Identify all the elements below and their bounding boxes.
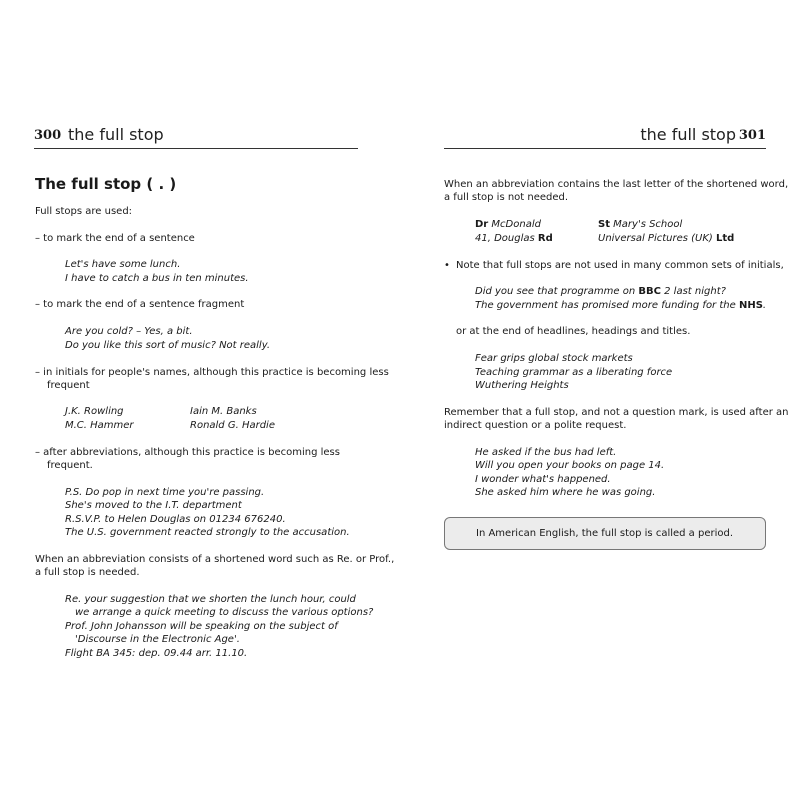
example-line: Prof. John Johansson will be speaking on the subject of xyxy=(65,621,338,632)
paragraph-line: Remember that a full stop, and not a question mark, is used after an xyxy=(444,407,789,418)
use-label: – to mark the end of a sentence fragment xyxy=(35,299,245,310)
info-box-text: In American English, the full stop is called a period. xyxy=(476,528,734,539)
abbreviation-example: Dr McDonald xyxy=(475,219,541,230)
use-label: – in initials for people's names, although this practice is becoming less xyxy=(35,367,389,378)
paragraph-line: When an abbreviation contains the last letter of the shortened word, xyxy=(444,179,789,190)
example-line: Will you open your books on page 14. xyxy=(475,460,665,471)
example-line: 'Discourse in the Electronic Age'. xyxy=(75,634,240,645)
example-line: P.S. Do pop in next time you're passing. xyxy=(65,487,265,498)
example-line: Wuthering Heights xyxy=(475,380,569,391)
running-title: the full stop xyxy=(640,125,736,144)
example-line: Let's have some lunch. xyxy=(65,259,181,270)
paragraph-line: or at the end of headlines, headings and titles. xyxy=(456,326,691,337)
use-label: – after abbreviations, although this practice is becoming less xyxy=(35,447,340,458)
paragraph-line: indirect question or a polite request. xyxy=(444,420,627,431)
name-example: J.K. Rowling xyxy=(65,406,124,417)
use-label: frequent xyxy=(47,380,90,391)
example-line: Fear grips global stock markets xyxy=(475,353,633,364)
abbreviation-example: 41, Douglas Rd xyxy=(475,233,553,244)
paragraph-line: a full stop is not needed. xyxy=(444,192,569,203)
paragraph-line: When an abbreviation consists of a shortened word such as Re. or Prof., xyxy=(35,554,395,565)
example-line: She's moved to the I.T. department xyxy=(65,500,242,511)
use-label: – to mark the end of a sentence xyxy=(35,233,195,244)
abbreviation-example: St Mary's School xyxy=(598,219,683,230)
example-line: He asked if the bus had left. xyxy=(475,447,617,458)
page-number: 301 xyxy=(738,128,766,143)
example-line: I have to catch a bus in ten minutes. xyxy=(65,273,249,284)
example-line: R.S.V.P. to Helen Douglas on 01234 676240. xyxy=(65,514,286,525)
example-line: Flight BA 345: dep. 09.44 arr. 11.10. xyxy=(65,648,248,659)
name-example: Iain M. Banks xyxy=(190,406,257,417)
paragraph-line: a full stop is needed. xyxy=(35,567,140,578)
example-line: I wonder what's happened. xyxy=(475,474,611,485)
left-page-header xyxy=(34,122,358,149)
info-box xyxy=(444,517,766,550)
example-line: Are you cold? – Yes, a bit. xyxy=(65,326,193,337)
intro-text: Full stops are used: xyxy=(35,206,133,217)
example-line: Re. your suggestion that we shorten the lunch hour, could xyxy=(65,594,356,605)
example-line: Teaching grammar as a liberating force xyxy=(475,367,673,378)
running-title: the full stop xyxy=(68,125,164,144)
example-line: we arrange a quick meeting to discuss the various options? xyxy=(75,607,374,618)
right-page xyxy=(400,0,800,800)
name-example: Ronald G. Hardie xyxy=(190,420,275,431)
section-heading: The full stop ( . ) xyxy=(35,175,177,193)
right-page-header xyxy=(444,122,766,149)
example-line: Did you see that programme on BBC 2 last night? xyxy=(475,286,726,297)
note-text: Note that full stops are not used in many common sets of initials, xyxy=(456,260,784,271)
page-number: 300 xyxy=(34,128,62,143)
example-line: She asked him where he was going. xyxy=(475,487,656,498)
use-label: frequent. xyxy=(47,460,93,471)
abbreviation-example: Universal Pictures (UK) Ltd xyxy=(598,233,735,244)
bullet-icon: • xyxy=(444,260,450,271)
example-line: The government has promised more funding for the NHS. xyxy=(475,300,767,311)
example-line: Do you like this sort of music? Not really. xyxy=(65,340,271,351)
example-line: The U.S. government reacted strongly to the accusation. xyxy=(65,527,350,538)
name-example: M.C. Hammer xyxy=(65,420,134,431)
